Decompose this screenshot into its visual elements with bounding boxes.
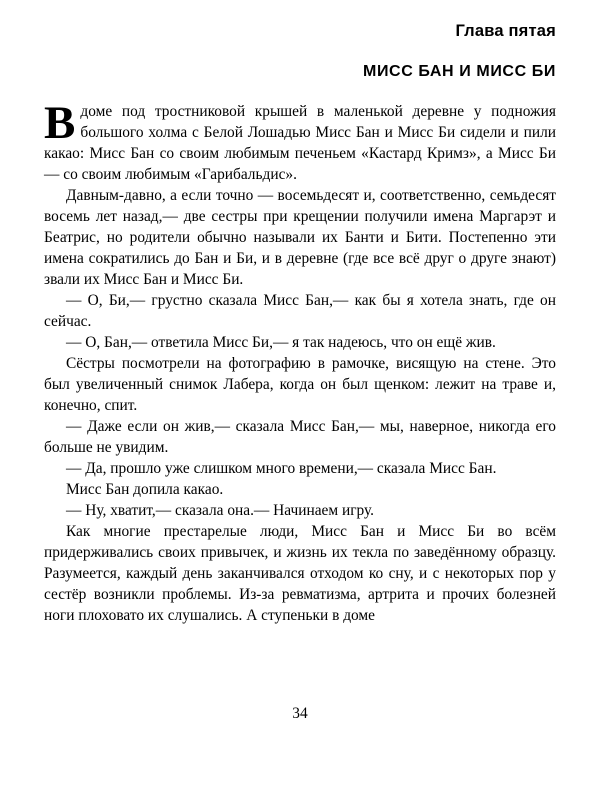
- body-text: [44, 97, 556, 626]
- drop-cap: В: [44, 97, 76, 149]
- paragraph-10: Как многие престарелые люди, Мисс Бан и Мисс Би во всём придерживались своих привычек, и жизнь их текла по заведённому образцу. Разумеется, каждый день заканчивался отходом ко сну, и с некоторых пор у сестёр возникли проблемы. Из-за ревматизма, артрита и прочих болезней ноги плоховато их слушались. А ступеньки в доме: [44, 523, 556, 625]
- chapter-label: Глава пятая: [455, 22, 556, 40]
- paragraph-9: — Ну, хватит,— сказала она.— Начинаем игру.: [66, 502, 375, 520]
- paragraph-8: Мисс Бан допила какао.: [66, 481, 224, 499]
- paragraph-7: — Да, прошло уже слишком много времени,— сказала Мисс Бан.: [66, 460, 497, 478]
- paragraph-4: — О, Бан,— ответила Мисс Би,— я так надеюсь, что он ещё жив.: [66, 334, 496, 352]
- paragraph-2: Давным-давно, а если точно — восемьдесят и, соответственно, семьдесят восемь лет назад,— две сестры при крещении получили имена Маргарэт и Беатрис, но родители обычно называли их Банти и Бити. Постепенно эти имена сократились до Бан и Би, и в деревне (где все всё друг о друге знают) звали их Мисс Бан и Мисс Би.: [44, 187, 556, 289]
- paragraph-6: — Даже если он жив,— сказала Мисс Бан,— мы, наверное, никогда его больше не увидим.: [44, 418, 556, 457]
- page-number: 34: [292, 705, 308, 722]
- paragraph-3: — О, Би,— грустно сказала Мисс Бан,— как бы я хотела знать, где он сейчас.: [44, 292, 556, 331]
- paragraph-5: Сёстры посмотрели на фотографию в рамочке, висящую на стене. Это был увеличенный снимок Лабера, когда он был щенком: лежит на траве и, конечно, спит.: [44, 355, 556, 415]
- paragraph-1-text: доме под тростниковой крышей в маленькой деревне у подножия большого холма с Белой Лошадью Мисс Бан и Мисс Би сидели и пили какао: Мисс Бан со своим любимым печеньем «Кастард Кримз», а Мисс Би — со своим любимым «Гарибальдис».: [44, 103, 556, 184]
- chapter-title: МИСС БАН И МИСС БИ: [363, 63, 556, 80]
- paragraph-1: [44, 97, 556, 185]
